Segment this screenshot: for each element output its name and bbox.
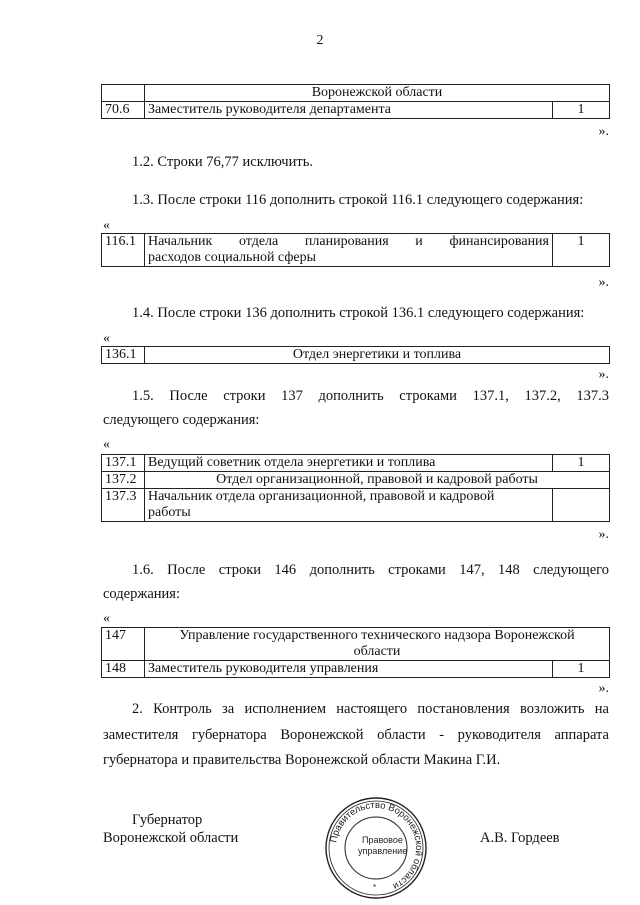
open-quote: « [103,218,110,233]
signature-name: А.В. Гордеев [480,830,560,846]
row-name-line: работы [148,505,191,520]
table-row [102,234,610,267]
close-quote: ». [598,681,609,696]
signature-title: Губернатор [132,812,203,828]
item-1-3: 1.3. После строки 116 дополнить строкой 116.1 следующего содержания: [132,192,584,208]
table-1 [101,84,610,119]
table-5 [101,627,610,678]
stamp-ring-text: Правительство Воронежской области [328,799,425,892]
row-number: 147 [102,628,145,661]
table-row [102,472,610,489]
row-name: Заместитель руководителя управления [145,661,553,678]
row-name-line: Управление государственного технического надзора Воронежской [179,628,575,643]
item-2-line: заместителя губернатора Воронежской области - руководителя аппарата [103,727,609,743]
row-number: 137.2 [102,472,145,489]
row-number: 137.1 [102,455,145,472]
table-3 [101,346,610,364]
row-name-line: области [353,644,401,659]
row-name: Отдел организационной, правовой и кадровой работы [145,472,610,489]
table-row [102,489,610,522]
row-name: Отдел энергетики и топлива [145,347,610,364]
row-number: 70.6 [102,102,145,119]
row-count [553,489,610,522]
open-quote: « [103,331,110,346]
row-name [145,234,553,267]
signature-title: Воронежской области [103,830,239,846]
close-quote: ». [598,367,609,382]
stamp [322,796,430,900]
row-name-line: Начальник отдела организационной, правовой и кадровой [148,489,495,504]
row-count: 1 [553,455,610,472]
svg-text:*: * [373,883,377,892]
table-row [102,628,610,661]
item-1-5-line: следующего содержания: [103,412,260,428]
table-header-cell: Воронежской области [145,85,610,102]
row-count: 1 [553,102,610,119]
item-1-5-line: 1.5. После строки 137 дополнить строками 137.1, 137.2, 137.3 [132,388,609,404]
stamp-graphic [322,796,430,900]
stamp-center-text: Правовое [362,835,403,845]
stamp-center-text: управление [358,846,408,856]
page-number: 2 [316,33,324,48]
item-1-6-line: содержания: [103,586,181,602]
row-name [145,489,553,522]
open-quote: « [103,437,110,452]
table-4 [101,454,610,522]
close-quote: ». [598,275,609,290]
close-quote: ». [598,527,609,542]
table-row [102,455,610,472]
item-2-line: губернатора и правительства Воронежской области Макина Г.И. [103,752,501,768]
row-number: 137.3 [102,489,145,522]
row-name: Ведущий советник отдела энергетики и топлива [145,455,553,472]
row-name [145,628,610,661]
row-number: 148 [102,661,145,678]
row-number: 136.1 [102,347,145,364]
table-cell [102,85,145,102]
row-name-line: Начальник отдела планирования и финансирования [148,234,549,249]
table-row [102,661,610,678]
item-1-4: 1.4. После строки 136 дополнить строкой 136.1 следующего содержания: [132,305,585,321]
close-quote: ». [598,124,609,139]
table-row [102,102,610,119]
row-name-line: расходов социальной сферы [148,250,317,265]
row-count: 1 [553,234,610,267]
item-1-6-line: 1.6. После строки 146 дополнить строками 147, 148 следующего [132,562,609,578]
table-2 [101,233,610,267]
row-name: Заместитель руководителя департамента [145,102,553,119]
row-number: 116.1 [102,234,145,267]
table-row [102,85,610,102]
table-row [102,347,610,364]
open-quote: « [103,611,110,626]
item-1-2: 1.2. Строки 76,77 исключить. [132,154,313,170]
item-2-line: 2. Контроль за исполнением настоящего постановления возложить на [132,701,609,717]
row-count: 1 [553,661,610,678]
